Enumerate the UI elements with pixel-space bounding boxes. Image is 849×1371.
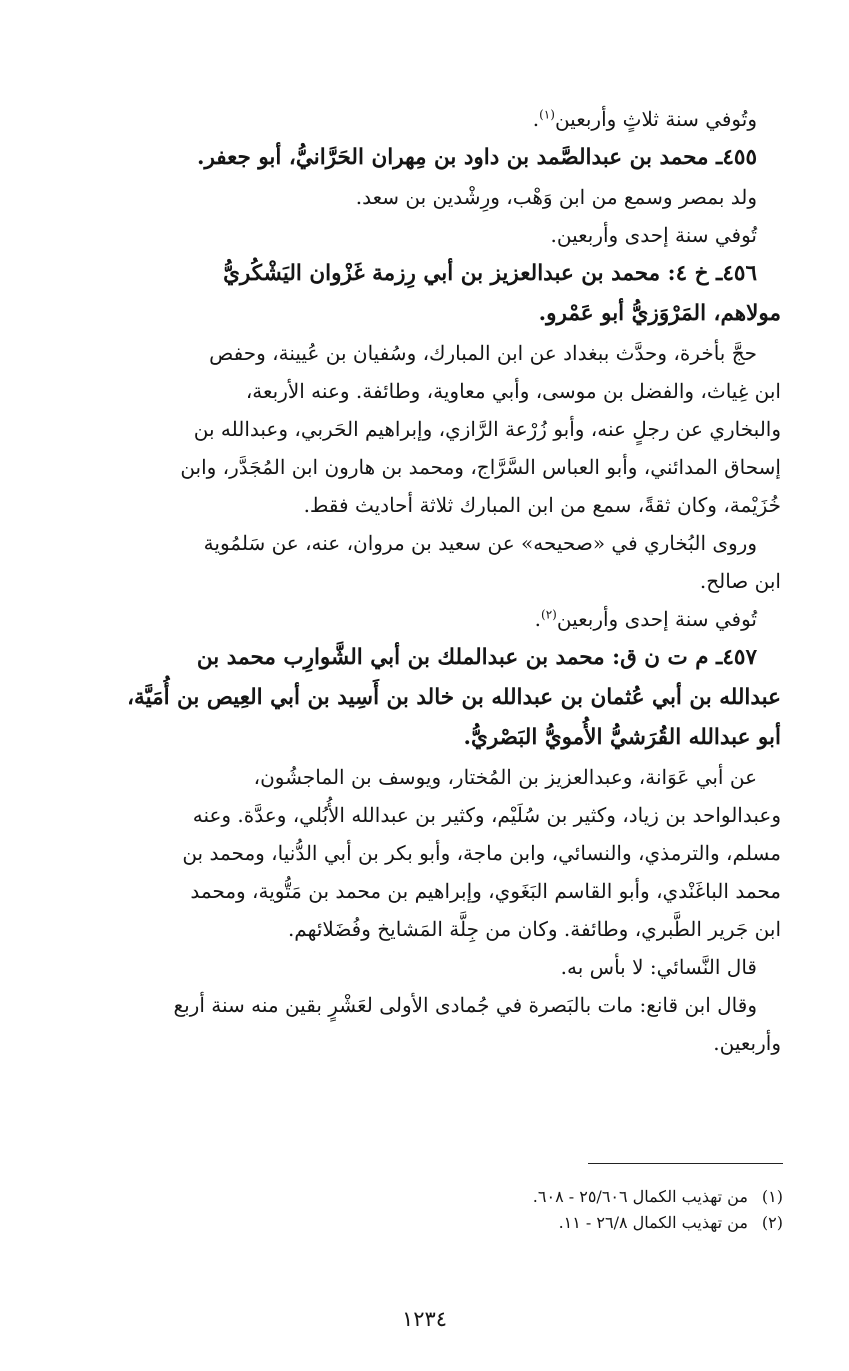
main-text — [36, 100, 781, 1062]
footnote-ref[interactable]: (٢) — [541, 607, 557, 622]
text-line: وأربعين. — [713, 1031, 781, 1055]
text-line: ابن غِياث، والفضل بن موسى، وأبي معاوية، وطائفة. وعنه الأربعة، — [245, 379, 781, 403]
text-line: ابن صالح. — [699, 569, 781, 593]
text-span: . — [532, 107, 540, 131]
text-span: . — [534, 607, 542, 631]
entry-heading-456: ٤٥٦ـ خ ٤: محمد بن عبدالعزيز بن أبي رِزمة غَزْوان اليَشْكُريُّ — [223, 261, 757, 286]
text-line — [36, 100, 781, 138]
text-line: وروى البُخاري في «صحيحه» عن سعيد بن مروان، عنه، عن سَلمُوية — [203, 531, 757, 555]
text-line: وعبدالواحد بن زياد، وكثير بن سُلَيْم، وكثير بن عبدالله الأُبُلي، وعدَّة. وعنه — [192, 803, 781, 827]
entry-heading-457-cont: عبدالله بن أبي عُثمان بن عبدالله بن خالد بن أَسِيد بن أبي العِيص بن أُمَيَّة، — [127, 685, 781, 710]
text-line: ابن جَرير الطَّبري، وطائفة. وكان من جِلَّة المَشايخ وفُضَلائهم. — [287, 917, 781, 941]
footnotes — [380, 1184, 783, 1236]
entry-heading-457-cont: أبو عبدالله القُرَشيُّ الأُمويُّ البَصْريُّ. — [463, 725, 781, 750]
text-line: وقال ابن قانع: مات بالبَصرة في جُمادى الأولى لعَشْرٍ بقين منه سنة أربع — [173, 993, 757, 1017]
footnote-number: (١) — [761, 1187, 783, 1206]
footnote-2 — [380, 1210, 783, 1236]
text-line: إسحاق المدائني، وأبو العباس السَّرَّاج، ومحمد بن هارون ابن المُجَدَّر، وابن — [180, 455, 781, 479]
text-line: ولد بمصر وسمع من ابن وَهْب، ورِشْدين بن سعد. — [355, 185, 757, 209]
entry-heading-457: ٤٥٧ـ م ت ن ق: محمد بن عبدالملك بن أبي الشَّوارِب محمد بن — [196, 645, 757, 670]
text-line: قال النَّسائي: لا بأس به. — [560, 955, 757, 979]
footnote-number: (٢) — [761, 1213, 783, 1232]
page-number: ١٢٣٤ — [401, 1307, 448, 1331]
text-line: والبخاري عن رجلٍ عنه، وأبو زُرْعة الرَّازي، وإبراهيم الحَربي، وعبدالله بن — [193, 417, 781, 441]
text-line: محمد الباغَنْدي، وأبو القاسم البَغَوي، وإبراهيم بن محمد بن مَتُّوية، ومحمد — [190, 879, 781, 903]
entry-heading-455: ٤٥٥ـ محمد بن عبدالصَّمد بن داود بن مِهران الحَرَّانيُّ، أبو جعفر. — [196, 145, 757, 170]
footnote-1 — [380, 1184, 783, 1210]
entry-heading-456-cont: مولاهم، المَرْوَزيُّ أبو عَمْرو. — [538, 301, 781, 326]
text-span: تُوفي سنة إحدى وأربعين — [556, 607, 757, 631]
text-line: حجَّ بأخرة، وحدَّث ببغداد عن ابن المبارك، وسُفيان بن عُيينة، وحفص — [209, 341, 757, 365]
text-line: عن أبي عَوَانة، وعبدالعزيز بن المُختار، ويوسف بن الماجشُون، — [253, 765, 757, 789]
text-line: خُزَيْمة، وكان ثقةً، سمع من ابن المبارك ثلاثة أحاديث فقط. — [303, 493, 781, 517]
footnote-ref[interactable]: (١) — [539, 107, 555, 122]
footnote-divider — [588, 1163, 783, 1164]
text-line: مسلم، والترمذي، والنسائي، وابن ماجة، وأبو بكر بن أبي الدُّنيا، ومحمد بن — [182, 841, 781, 865]
footnote-text: من تهذيب الكمال ٢٦/٨ - ١١. — [558, 1213, 748, 1232]
text-span: وتُوفي سنة ثلاثٍ وأربعين — [554, 107, 757, 131]
footnote-text: من تهذيب الكمال ٢٥/٦٠٦ - ٦٠٨. — [532, 1187, 748, 1206]
text-line — [36, 600, 781, 638]
text-line: تُوفي سنة إحدى وأربعين. — [550, 223, 757, 247]
